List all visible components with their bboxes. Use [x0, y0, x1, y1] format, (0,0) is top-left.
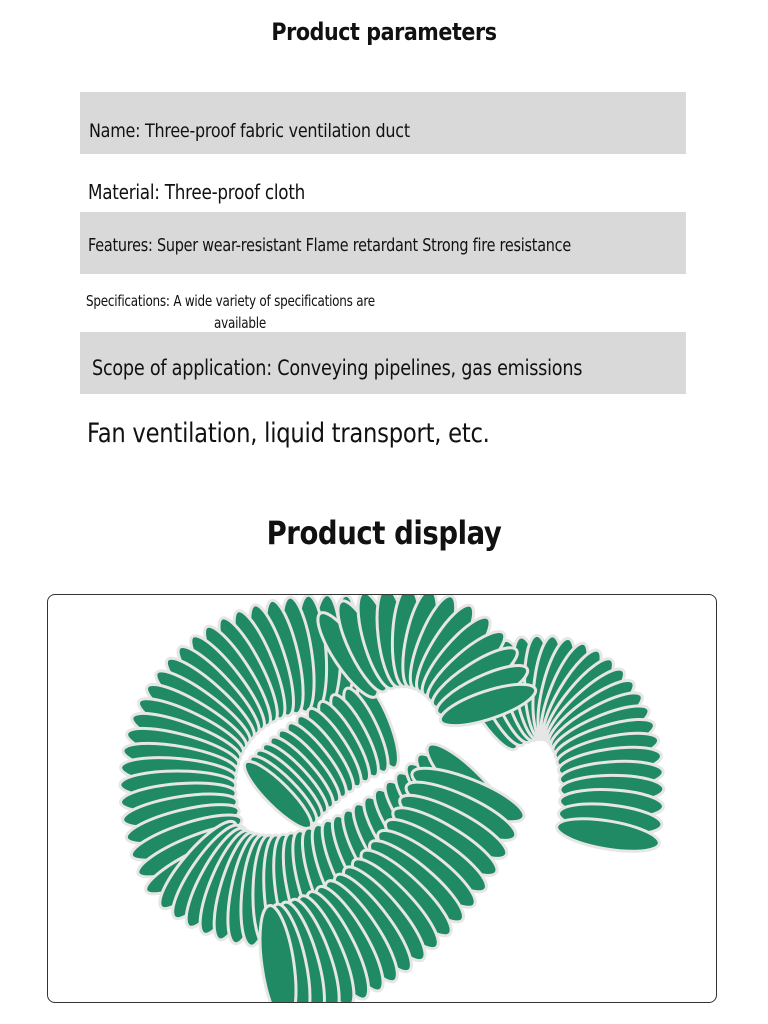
param-specifications-line2: available	[214, 314, 267, 332]
param-name: Name: Three-proof fabric ventilation duct	[89, 120, 410, 142]
product-display-title: Product display	[266, 514, 502, 552]
green-flexible-duct-image	[48, 595, 716, 1002]
param-specifications-line1: Specifications: A wide variety of specifications are	[86, 292, 375, 310]
product-image-frame	[47, 594, 717, 1003]
param-scope: Scope of application: Conveying pipelines, gas emissions	[92, 356, 583, 380]
product-parameters-title: Product parameters	[271, 18, 497, 46]
param-material: Material: Three-proof cloth	[88, 180, 306, 204]
param-scope-continued: Fan ventilation, liquid transport, etc.	[87, 418, 490, 449]
param-specifications	[86, 290, 394, 334]
param-features: Features: Super wear-resistant Flame retardant Strong fire resistance	[88, 235, 571, 256]
